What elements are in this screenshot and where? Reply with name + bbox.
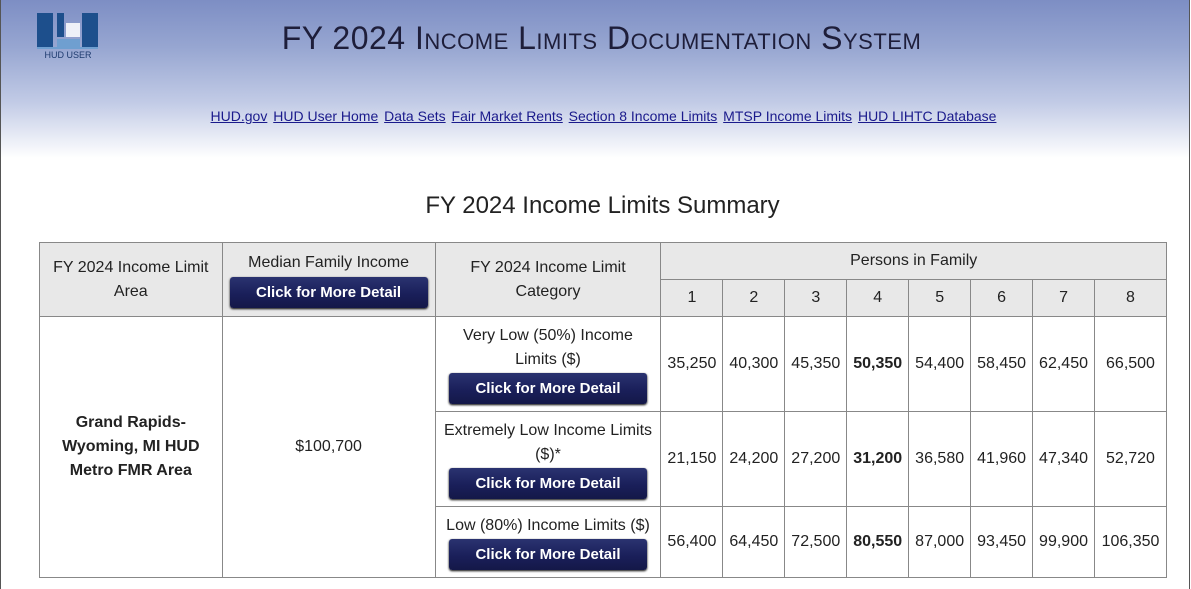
extremely-low-detail-button[interactable]: Click for More Detail	[449, 468, 647, 499]
header-category: FY 2024 Income Limit Category	[435, 243, 661, 317]
nav-links	[1, 108, 1191, 124]
nav-link-fair-market-rents[interactable]: Fair Market Rents	[451, 108, 563, 124]
category-cell	[435, 412, 661, 507]
persons-header: 2	[723, 280, 785, 317]
persons-header: 8	[1094, 280, 1166, 317]
limit-value: 41,960	[971, 412, 1033, 507]
limit-value: 54,400	[909, 317, 971, 412]
median-detail-button[interactable]: Click for More Detail	[230, 277, 428, 308]
limit-value: 58,450	[971, 317, 1033, 412]
persons-header: 7	[1033, 280, 1095, 317]
limit-value: 35,250	[661, 317, 723, 412]
very-low-detail-button[interactable]: Click for More Detail	[449, 373, 647, 404]
header-median-income: Median Family Income Click for More Detail	[222, 243, 435, 317]
category-label: Extremely Low Income Limits ($)*	[443, 422, 653, 463]
site-header	[1, 0, 1189, 158]
limit-value: 93,450	[971, 507, 1033, 578]
nav-link-hud-gov[interactable]: HUD.gov	[210, 108, 268, 124]
persons-header: 5	[909, 280, 971, 317]
nav-link-mtsp-income-limits[interactable]: MTSP Income Limits	[723, 108, 853, 124]
limit-value-4-person: 31,200	[847, 412, 909, 507]
persons-header: 4	[847, 280, 909, 317]
limit-value: 24,200	[723, 412, 785, 507]
limit-value: 62,450	[1033, 317, 1095, 412]
area-name: Grand Rapids-Wyoming, MI HUD Metro FMR Area	[62, 414, 200, 479]
limit-value: 66,500	[1094, 317, 1166, 412]
limit-value: 56,400	[661, 507, 723, 578]
limit-value: 52,720	[1094, 412, 1166, 507]
limit-value: 47,340	[1033, 412, 1095, 507]
header-persons-in-family: Persons in Family	[661, 243, 1167, 280]
site-title: FY 2024 Income Limits Documentation System	[281, 20, 922, 56]
category-label: Very Low (50%) Income Limits ($)	[463, 327, 633, 368]
limit-value: 45,350	[785, 317, 847, 412]
limit-value-4-person: 80,550	[847, 507, 909, 578]
nav-link-hud-lihtc-database[interactable]: HUD LIHTC Database	[857, 108, 997, 124]
limit-value: 36,580	[909, 412, 971, 507]
persons-header: 1	[661, 280, 723, 317]
area-cell	[40, 317, 223, 578]
median-income-value: $100,700	[222, 317, 435, 578]
income-limits-table	[39, 242, 1167, 578]
limit-value: 87,000	[909, 507, 971, 578]
table-row-very-low	[40, 317, 1167, 412]
limit-value: 27,200	[785, 412, 847, 507]
nav-link-hud-user-home[interactable]: HUD User Home	[273, 108, 379, 124]
limit-value-4-person: 50,350	[847, 317, 909, 412]
nav-link-data-sets[interactable]: Data Sets	[384, 108, 446, 124]
nav-link-section8-income-limits[interactable]: Section 8 Income Limits	[568, 108, 718, 124]
category-cell	[435, 507, 661, 578]
category-cell	[435, 317, 661, 412]
persons-header: 3	[785, 280, 847, 317]
summary-title: FY 2024 Income Limits Summary	[425, 192, 780, 219]
category-label: Low (80%) Income Limits ($)	[446, 517, 650, 534]
limit-value: 99,900	[1033, 507, 1095, 578]
low-detail-button[interactable]: Click for More Detail	[449, 539, 647, 570]
limit-value: 64,450	[723, 507, 785, 578]
logo-text: HUD USER	[44, 50, 92, 60]
limit-value: 106,350	[1094, 507, 1166, 578]
persons-header: 6	[971, 280, 1033, 317]
limit-value: 72,500	[785, 507, 847, 578]
limit-value: 40,300	[723, 317, 785, 412]
limit-value: 21,150	[661, 412, 723, 507]
header-area: FY 2024 Income Limit Area	[40, 243, 223, 317]
